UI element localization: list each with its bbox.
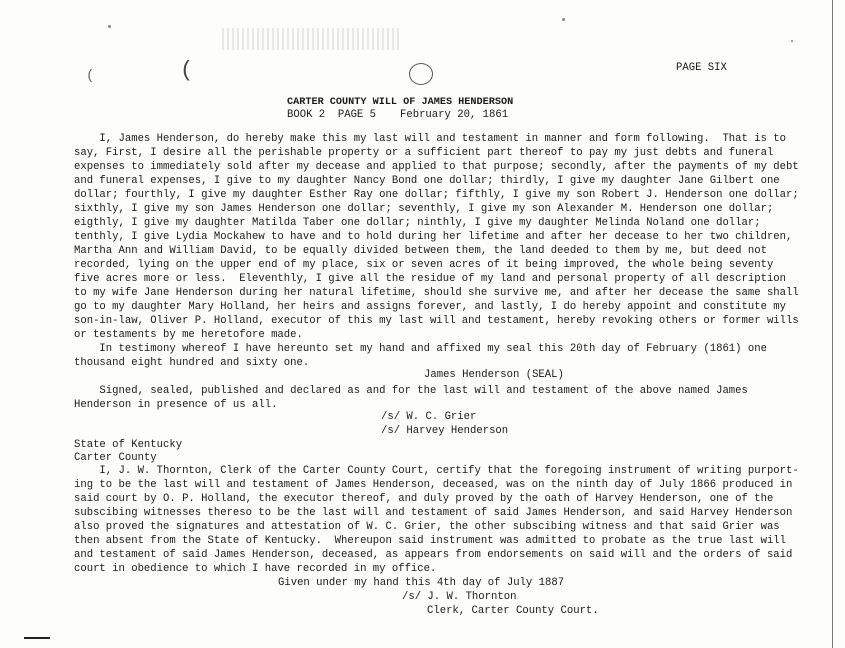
- will-line: son-in-law, Oliver P. Holland, executor of this my last will and testament, hereby revoking others or former wills: [74, 315, 799, 327]
- document-title: CARTER COUNTY WILL OF JAMES HENDERSON: [287, 97, 514, 108]
- margin-mark: [24, 637, 50, 639]
- county-heading: Carter County: [74, 452, 157, 464]
- will-line: expenses to immediately sold after my decease and applied to that purpose; secondly, after the payments of my debt: [74, 161, 799, 173]
- scan-speck: [562, 18, 565, 21]
- clerk-line: ing to be the last will and testament of James Henderson, deceased, was on the ninth day of July 1866 produced in: [74, 479, 793, 491]
- will-line: In testimony whereof I have hereunto set my hand and affixed my seal this 20th day of February (1861) one: [74, 343, 767, 355]
- bracket-mark-center: (: [180, 58, 194, 83]
- clerk-line: I, J. W. Thornton, Clerk of the Carter County Court, certify that the foregoing instrument of writing purport-: [74, 465, 799, 477]
- testator-signature: James Henderson (SEAL): [424, 369, 564, 381]
- scan-speck: [791, 40, 793, 42]
- clerk-signature: /s/ J. W. Thornton: [402, 591, 517, 603]
- will-line: tenthly, I give Lydia Mockahew to have and to hold during her lifetime and after her decease to her two children,: [74, 231, 793, 243]
- scan-speck: [108, 25, 111, 28]
- will-line: five acres more or less. Eleventhly, I give all the residue of my land and personal property of all description: [74, 273, 787, 285]
- page-edge-rule: [832, 0, 833, 648]
- clerk-title: Clerk, Carter County Court.: [427, 605, 599, 617]
- will-line: and funeral expenses, I give to my daughter Nancy Bond one dollar; thirdly, I give my daughter Jane Gilbert one: [74, 175, 780, 187]
- witness-intro-line: Signed, sealed, published and declared as and for the last will and testament of the above named James: [74, 385, 748, 397]
- faded-header-noise: [222, 28, 402, 50]
- will-line: sixthly, I give my son James Henderson one dollar; seventhly, I give my son Alexander M. Henderson one dollar;: [74, 203, 774, 215]
- witness-intro-line: Henderson in presence of us all.: [74, 399, 278, 411]
- will-line: say, First, I desire all the perishable property or a sufficient part thereof to pay my just debts and funeral: [74, 147, 774, 159]
- clerk-line: subscibing witnesses thereso to be the last will and testament of said James Henderson, and said Harvey Henderson: [74, 507, 793, 519]
- will-line: I, James Henderson, do hereby make this my last will and testament in manner and form following. That is to: [74, 133, 787, 145]
- will-line: thousand eight hundred and sixty one.: [74, 357, 310, 369]
- will-line: Martha Ann and William David, to be equally divided between them, the land deeded to them by me, but deed not: [74, 245, 767, 257]
- will-line: eigthly, I give my daughter Matilda Taber one dollar; ninthly, I give my daughter Melinda Noland one dollar;: [74, 217, 761, 229]
- will-line: to my wife Jane Henderson during her natural lifetime, should she survive me, and after her decease the same shall: [74, 287, 799, 299]
- will-line: or testaments by me heretofore made.: [74, 329, 303, 341]
- page-label: PAGE SIX: [676, 62, 727, 74]
- will-line: go to my daughter Mary Holland, her heirs and assigns forever, and lastly, I do hereby appoint and constitute my: [74, 301, 787, 313]
- will-date: February 20, 1861: [400, 109, 509, 121]
- given-under-hand: Given under my hand this 4th day of July 1887: [278, 577, 565, 589]
- state-heading: State of Kentucky: [74, 439, 183, 451]
- punch-hole-mark: [409, 63, 433, 85]
- witness-signature: /s/ Harvey Henderson: [381, 425, 509, 437]
- will-line: recorded, lying on the upper end of my place, six or seven acres of it being improved, the whole being seventy: [74, 259, 774, 271]
- witness-signature: /s/ W. C. Grier: [381, 411, 477, 423]
- will-line: dollar; fourthly, I give my daughter Esther Ray one dollar; fifthly, I give my son Robert J. Henderson one dollar;: [74, 189, 799, 201]
- clerk-line: then absent from the State of Kentucky. Whereupon said instrument was admitted to probate as the true last will: [74, 535, 787, 547]
- clerk-line: and testament of said James Henderson, deceased, as appears from endorsements on said will and the orders of said: [74, 549, 793, 561]
- clerk-line: court in obedience to which I have recorded in my office.: [74, 563, 437, 575]
- clerk-line: said court by O. P. Holland, the executor thereof, and duly proved by the oath of Harvey Henderson, one of the: [74, 493, 774, 505]
- book-page-ref: BOOK 2 PAGE 5: [287, 109, 377, 121]
- clerk-line: also proved the signatures and attestation of W. C. Grier, the other subscibing witness and that said Grier was: [74, 521, 780, 533]
- bracket-mark-left: (: [86, 68, 95, 84]
